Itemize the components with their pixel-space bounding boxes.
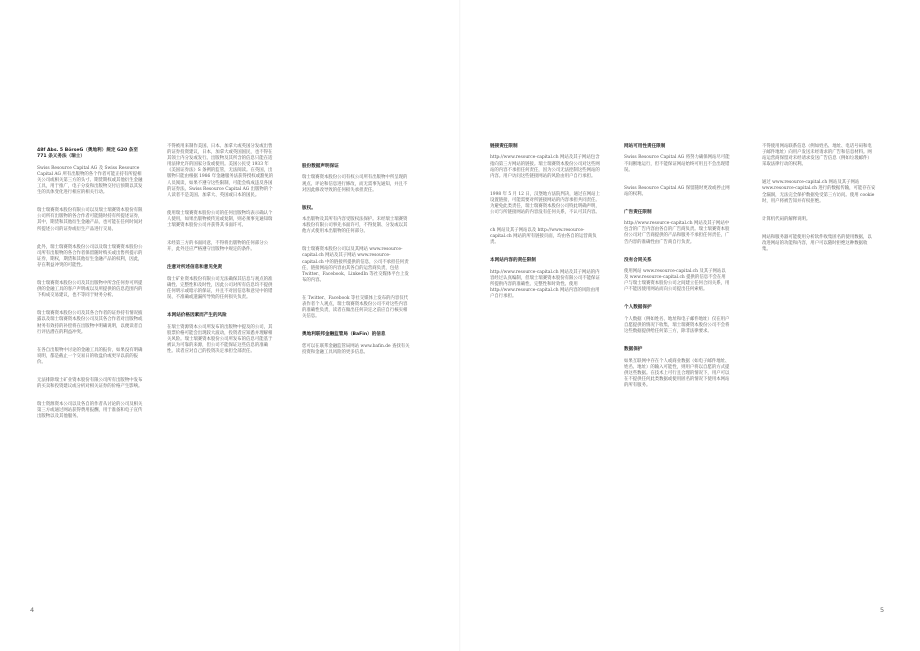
left-col4-section-text: http://www.resource-capital.ch 网站及其子网站包含指向第三方网站的链接。瑞士瑞赛资本股份公司对这些网站的内容不承担任何责任，因为公司无法控制这些网站的内容。用户访问这些链接网站的风险由用户自行承担。	[490, 155, 600, 179]
left-column-3	[302, 164, 410, 368]
left-col4-section-text: http://www.resource-capital.ch 网站及其子网站的内容经过认真编制，但瑞士瑞赛资本股份有限公司不能保证所提供内容的准确性、完整性和时效性。使用 http://www.resource-capital.ch 网站内容的风险由用户自行承担。	[490, 269, 600, 300]
left-col1-paragraph: Swiss Resource Capital AG 及 Swiss Resource Capital AG 所有出版物的各个作者可能正持有所提相关公司或相关第三方的头寸、期货期权或其他衍生金融工具，用于推广，电子分发和出版物交付后预期以其发生的具体变化进行相应的相关行动。	[37, 165, 143, 196]
left-col1-paragraph: 瑞士瑞赛资本股份有限公司以及瑞士瑞赛资本股份有限公司所有出版物的各合作者可能随时持有所提述证券，其中，期货和其他衍生金融产品，也可能在任何时间对所提述公司的证券或衍生产品进行交易。	[37, 208, 143, 232]
right-col1-section-heading: 没有合同关系	[624, 257, 652, 263]
left-col2-section-heading: 本网站价格因素而产生的风险	[167, 313, 227, 319]
right-col1-section-heading: 数据保护	[624, 347, 643, 353]
right-col2-paragraph: 计算机代码的解释说明。	[762, 216, 811, 222]
left-column-2	[167, 144, 275, 367]
left-col1-heading: 48f Abs. 5 BörseG（奥地利）规定 G20 条至 771 条义务法（瑞士）	[37, 148, 138, 160]
right-col1-section-heading: 个人数据保护	[624, 305, 652, 311]
right-col2-paragraph: 通过 www.resource-capital.ch 网站及其子网站 www.resource-capital.ch 进行的数据传输，可能存在安全漏洞，无法完全保护数据免受第三方访问。使用 cookie 时，用户将被告知并有权拒绝。	[762, 180, 876, 204]
left-col2-section-text: 在瑞士资源资本公司所发布的出版物中提及的公司，其股票价格可能会出现较大波动，投资者应知悉并理解相关风险。瑞士瑞赛资本股份公司所发布的信息可能基于被认为可靠的来源，但公司不能保证这些信息的准确性。读者应对自己的投资决定承担全部责任。	[167, 324, 273, 354]
left-col1-paragraph: 瑞士资源资本公司以及各自的作者从讨论的公司及相关第三方或通过网站获得费用报酬，用于准备和电子宣传出版物以及其他服务。	[37, 402, 143, 420]
left-col2-paragraph: 不得被用来制作美国、日本、加拿大或英国分发或出售的证券投资建议，日本，加拿大或英国国民，也不得在其领土内分发或发行。出版物及其所含的信息只能在适用法律允许的国家分发或使用。美国公民受 1933 年《美国证券法》S 条例的监管，无法阅读。在英国，出版物只能由根据 1986 年金融服务法获得授权或豁免的人员阅读，如果不遵守这些限制，可能会构成违反各国的证券法。Swiss Resource Capital AG 出版物的个人读者不是美国、加拿大、英国或日本的国民。	[167, 144, 274, 198]
right-col1-section-text: 个人数据（例如姓名、地址和电子邮件地址）仅在用户自愿提供的情况下收集，瑞士瑞赛资本股份公司不会将这些数据提供给任何第三方，除非法律要求。	[624, 316, 730, 335]
right-col1-section-text: 如果互联网中存在个人或商业数据（如电子邮件地址、姓名、地址）的输入可能性，则用户将以自愿的方式提供这些数据。在技术上可行且合理的情况下，用户可以在不提供任何此类数据或使用匿名的情况下使用本网站的所有服务。	[624, 358, 730, 388]
left-col3-section-text: 本出版物及其所有内容受版权法保护。未经瑞士瑞赛资本股份有限公司事先书面许可，不得复制、分发或以其他方式使用本出版物的任何部分。	[302, 217, 408, 235]
left-col1-paragraph: 瑞士瑞赛资本股份公司及其各合作者的证券持有情况披露以及瑞士瑞赛资本股份公司及其各合作者对出版物或财务有效持的补偿将在出版物中明确说明，以便读者自行评估潜在的利益冲突。	[37, 311, 143, 335]
right-col1-section-heading: 网站可用性责任限制	[624, 144, 666, 149]
left-col3-section-heading: 股份数据声明保证	[302, 164, 339, 169]
right-column-2	[762, 144, 876, 265]
left-col3-section-text: 瑞士瑞赛资本股份公司有权公司所有出版物中所呈现的观点、评论和信息进行修改，而无需事先通知，并且不对因此修改导致的任何损失承担责任。	[302, 175, 408, 193]
page-number-left: 4	[30, 606, 35, 614]
left-col3-paragraph: 瑞士瑞赛资本股份公司以及其网站 www.resource-capital.ch 网站及其子网站 www.resource-capital.ch 中的链接所提供的信息，公司不承担任何责任，链接网站的内容由其各自的运营商负责，包括 Twitter、Facebook、LinkedIn 等社交媒体平台上发布的内容。	[302, 247, 409, 283]
left-col3-section-text: 您可以在联邦金融监管局网站 www.bafin.de 查找有关投资和金融工具风险的更多信息。	[302, 343, 410, 355]
right-column-1	[624, 144, 730, 401]
left-col3-section-heading: 版权。	[302, 205, 316, 211]
left-col1-paragraph: 无法排除瑞士矿业资本股份有限公司所有出版物中发布的买卖和投资建议或分析对相关证券的价格产生影响。	[37, 377, 143, 390]
left-col3-section-heading: 奥地利联邦金融监管局（BaFin）的信息	[302, 332, 386, 338]
page-number-right: 5	[880, 606, 885, 614]
left-col3-paragraph: 在 Twitter、Facebook 等社交媒体上发布的内容仅代表作者个人观点，瑞士瑞赛资本股份公司不对这些内容的准确性负责，读者在做出任何决定之前应自行核实相关信息。	[302, 295, 408, 320]
left-column-1	[37, 148, 144, 432]
left-col2-paragraph: 未经第三方的书面同意，不得将出版物的任何部分公开，此外还应严格遵守出版物中规定的条件。	[167, 241, 268, 253]
left-col2-paragraph: 使用瑞士瑞赛资本股份公司的任何出版物均表示确认个人使用，如果出版物被传送或复制，则必须事先通知瑞士瑞赛资本股份公司并获得其书面许可。	[167, 210, 273, 229]
left-col2-section-text: 瑞士矿业资本股份有限公司无法确保其信息与观点的准确性、完整性和及时性，因此公司对所有信息均不提供任何明示或暗示的保证，并且不对因信息和意见中的错误、不准确或遗漏所导致的任何损失负责。	[167, 276, 273, 300]
left-col1-paragraph: 在各自出版物中讨论的金融工具的报价，如果没有明确说明，都是截止一个交易日的收盘价或更早以前的报价。	[37, 347, 143, 365]
right-col1-section-text: Swiss Resource Capital AG 将努力确保网站尽可能不间断地运行，但不能保证网站始终可用且不会出现错误。	[624, 155, 730, 173]
left-col4-paragraph: ch 网站及其子网站以及 http://www.resource-capital.ch 网站的所有链接页面，均由各自的运营商负责。	[490, 228, 597, 246]
right-col2-paragraph: 网站和服务器可能使用分析软件收集匿名的使用数据，以改进网站的功能和内容，用户可以随时拒绝这种数据收集。	[762, 234, 872, 253]
right-col1-section-text: http://www.resource-capital.ch 网站及其子网站中包含的广告内容由各自的广告商负责。瑞士瑞赛资本股份公司对广告商提供的产品和服务不承担任何责任，广告内容的准确性由广告商自行负责。	[624, 221, 730, 245]
left-col4-paragraph: 1998 年 5 月 12 日，汉堡地方法院判决，通过在网站上设置链接，可能需要对所链接网站的内容承担共同责任。为避免此类责任，瑞士瑞赛资本股份公司特此明确声明，公司与所链接网站的内容没有任何关系，不认可其内容。	[490, 191, 600, 216]
right-col1-section-text: Swiss Resource Capital AG 保留随时更改或停止网站的权利。	[624, 185, 730, 197]
left-column-4	[490, 144, 600, 312]
right-col2-paragraph: 不得使用网站联系信息（例如姓名、地址、电话号码和电子邮件地址）向用户发送未经请求的广告和信息材料。网站运营商保留对未经请求发送广告信息（例如垃圾邮件）采取法律行动的权利。	[762, 144, 872, 168]
right-col1-section-heading: 广告责任限制	[624, 209, 652, 215]
left-col4-section-heading: 本网站内容的责任限制	[490, 258, 536, 264]
left-col2-section-heading: 注意对所述信息和意见免责	[167, 265, 223, 271]
right-col1-section-text: 使用网站 www.resource-capital.ch 及其子网站以及 www.resource-capital.ch 提供的信息不会在用户与瑞士瑞赛资本股份公司之间建立任何合同关系，用户不能因使用网站而向公司提出任何索赔。	[624, 269, 730, 293]
left-col4-section-heading: 链接责任限制	[490, 144, 518, 149]
left-col1-paragraph: 瑞士瑞赛资本股份公司及其出版物中所含任何券可所提供的金融工具的客户声明或以及所提供的信息范围内的下构成交易建议，也不等同于财务分析。	[37, 281, 143, 299]
left-col1-paragraph: 此外，瑞士瑞赛资本股份公司以及瑞士瑞赛资本股份公司所有出版物的各合作者保留随时购买或出售所提示的证券，期权，期货和其他衍生金融产品的权利，因此，存在利益冲突的可能性。	[37, 244, 143, 268]
